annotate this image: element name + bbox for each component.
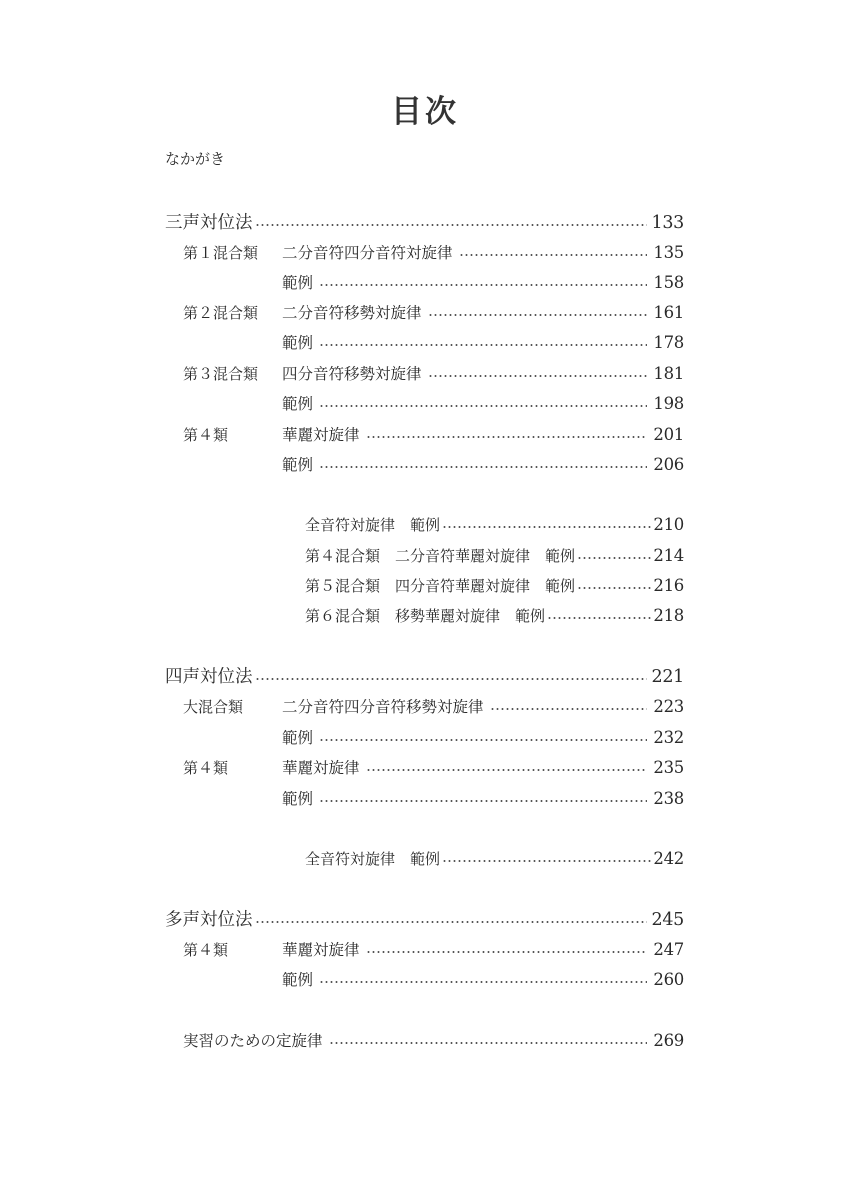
- entry-title: 範例: [282, 395, 314, 413]
- page-number: 232: [653, 728, 684, 747]
- page-number: 221: [651, 667, 684, 687]
- page-number: 178: [653, 333, 684, 352]
- page-number: 238: [653, 789, 684, 808]
- dot-leader: [319, 405, 647, 407]
- entry-title: 範例: [282, 456, 314, 474]
- dot-leader: [319, 344, 647, 346]
- toc-subentry[interactable]: [305, 541, 684, 571]
- toc-entry[interactable]: [282, 238, 684, 268]
- dot-leader: [547, 617, 651, 619]
- page-number: 181: [653, 364, 684, 383]
- dot-leader: [319, 284, 647, 286]
- toc-part-entry[interactable]: [165, 208, 684, 238]
- entry-title: 第４混合類 二分音符華麗対旋律 範例: [305, 547, 576, 565]
- dot-leader: [255, 921, 648, 923]
- entry-title: 第５混合類 四分音符華麗対旋律 範例: [305, 577, 576, 595]
- category-label: 第２混合類: [183, 304, 259, 322]
- entry-title: 二分音符四分音符移勢対旋律: [282, 698, 484, 716]
- foreword-entry[interactable]: なかがき: [165, 150, 226, 168]
- category-label: 第４類: [183, 941, 229, 959]
- toc-appendix-entry[interactable]: [183, 1026, 684, 1056]
- page-number: 206: [653, 455, 684, 474]
- entry-title: 華麗対旋律: [282, 941, 360, 959]
- dot-leader: [319, 981, 647, 983]
- dot-leader: [577, 557, 651, 559]
- toc-entry[interactable]: [282, 692, 684, 722]
- entry-title: 全音符対旋律 範例: [305, 850, 441, 868]
- page-number: 133: [651, 213, 684, 233]
- dot-leader: [577, 587, 651, 589]
- category-label: 大混合類: [183, 698, 244, 716]
- part-title: 四声対位法: [165, 667, 253, 687]
- dot-leader: [459, 254, 648, 256]
- page-number: 216: [653, 576, 684, 595]
- entry-title: 範例: [282, 790, 314, 808]
- page-number: 218: [653, 606, 684, 625]
- page-number: 198: [653, 394, 684, 413]
- dot-leader: [319, 739, 647, 741]
- page-number: 242: [653, 849, 684, 868]
- dot-leader: [428, 314, 648, 316]
- toc-entry[interactable]: [282, 935, 684, 965]
- entry-title: 華麗対旋律: [282, 426, 360, 444]
- dot-leader: [366, 436, 648, 438]
- toc-entry[interactable]: [282, 784, 684, 814]
- toc-subentry[interactable]: [305, 510, 684, 540]
- toc-entry[interactable]: [282, 965, 684, 995]
- page-number: 260: [653, 970, 684, 989]
- category-label: 第４類: [183, 426, 229, 444]
- category-label: 第４類: [183, 759, 229, 777]
- dot-leader: [255, 224, 648, 226]
- dot-leader: [428, 375, 648, 377]
- toc-entry[interactable]: [282, 420, 684, 450]
- toc-entry[interactable]: [282, 389, 684, 419]
- page-number: 235: [653, 758, 684, 777]
- entry-title: 二分音符四分音符対旋律: [282, 244, 453, 262]
- toc-part-entry[interactable]: [165, 905, 684, 935]
- entry-title: 第６混合類 移勢華麗対旋律 範例: [305, 607, 546, 625]
- page-number: 269: [653, 1031, 684, 1050]
- toc-part-entry[interactable]: [165, 662, 684, 692]
- dot-leader: [329, 1042, 648, 1044]
- toc-entry[interactable]: [282, 753, 684, 783]
- toc-entry[interactable]: [282, 723, 684, 753]
- part-title: 多声対位法: [165, 910, 253, 930]
- page-number: 210: [653, 515, 684, 534]
- page-number: 247: [653, 940, 684, 959]
- entry-title: 二分音符移勢対旋律: [282, 304, 422, 322]
- category-label: 第３混合類: [183, 365, 259, 383]
- entry-title: 範例: [282, 729, 314, 747]
- page-number: 161: [653, 303, 684, 322]
- dot-leader: [366, 769, 648, 771]
- entry-title: 範例: [282, 334, 314, 352]
- toc-entry[interactable]: [282, 268, 684, 298]
- page-number: 135: [653, 243, 684, 262]
- page-title: 目次: [391, 94, 459, 130]
- toc-entry[interactable]: [282, 359, 684, 389]
- entry-title: 全音符対旋律 範例: [305, 516, 441, 534]
- toc-entry[interactable]: [282, 450, 684, 480]
- entry-title: 華麗対旋律: [282, 759, 360, 777]
- part-title: 三声対位法: [165, 213, 253, 233]
- page-number: 201: [653, 425, 684, 444]
- dot-leader: [366, 951, 648, 953]
- toc-subentry[interactable]: [305, 844, 684, 874]
- dot-leader: [319, 466, 647, 468]
- entry-title: 実習のための定旋律: [183, 1032, 323, 1050]
- dot-leader: [490, 708, 648, 710]
- page-number: 245: [651, 910, 684, 930]
- dot-leader: [255, 678, 648, 680]
- page-number: 214: [653, 546, 684, 565]
- dot-leader: [442, 860, 651, 862]
- dot-leader: [319, 800, 647, 802]
- dot-leader: [442, 526, 651, 528]
- entry-title: 範例: [282, 274, 314, 292]
- entry-title: 範例: [282, 971, 314, 989]
- page-number: 158: [653, 273, 684, 292]
- category-label: 第１混合類: [183, 244, 259, 262]
- toc-entry[interactable]: [282, 298, 684, 328]
- toc-entry[interactable]: [282, 328, 684, 358]
- toc-subentry[interactable]: [305, 571, 684, 601]
- toc-subentry[interactable]: [305, 601, 684, 631]
- page-number: 223: [653, 697, 684, 716]
- entry-title: 四分音符移勢対旋律: [282, 365, 422, 383]
